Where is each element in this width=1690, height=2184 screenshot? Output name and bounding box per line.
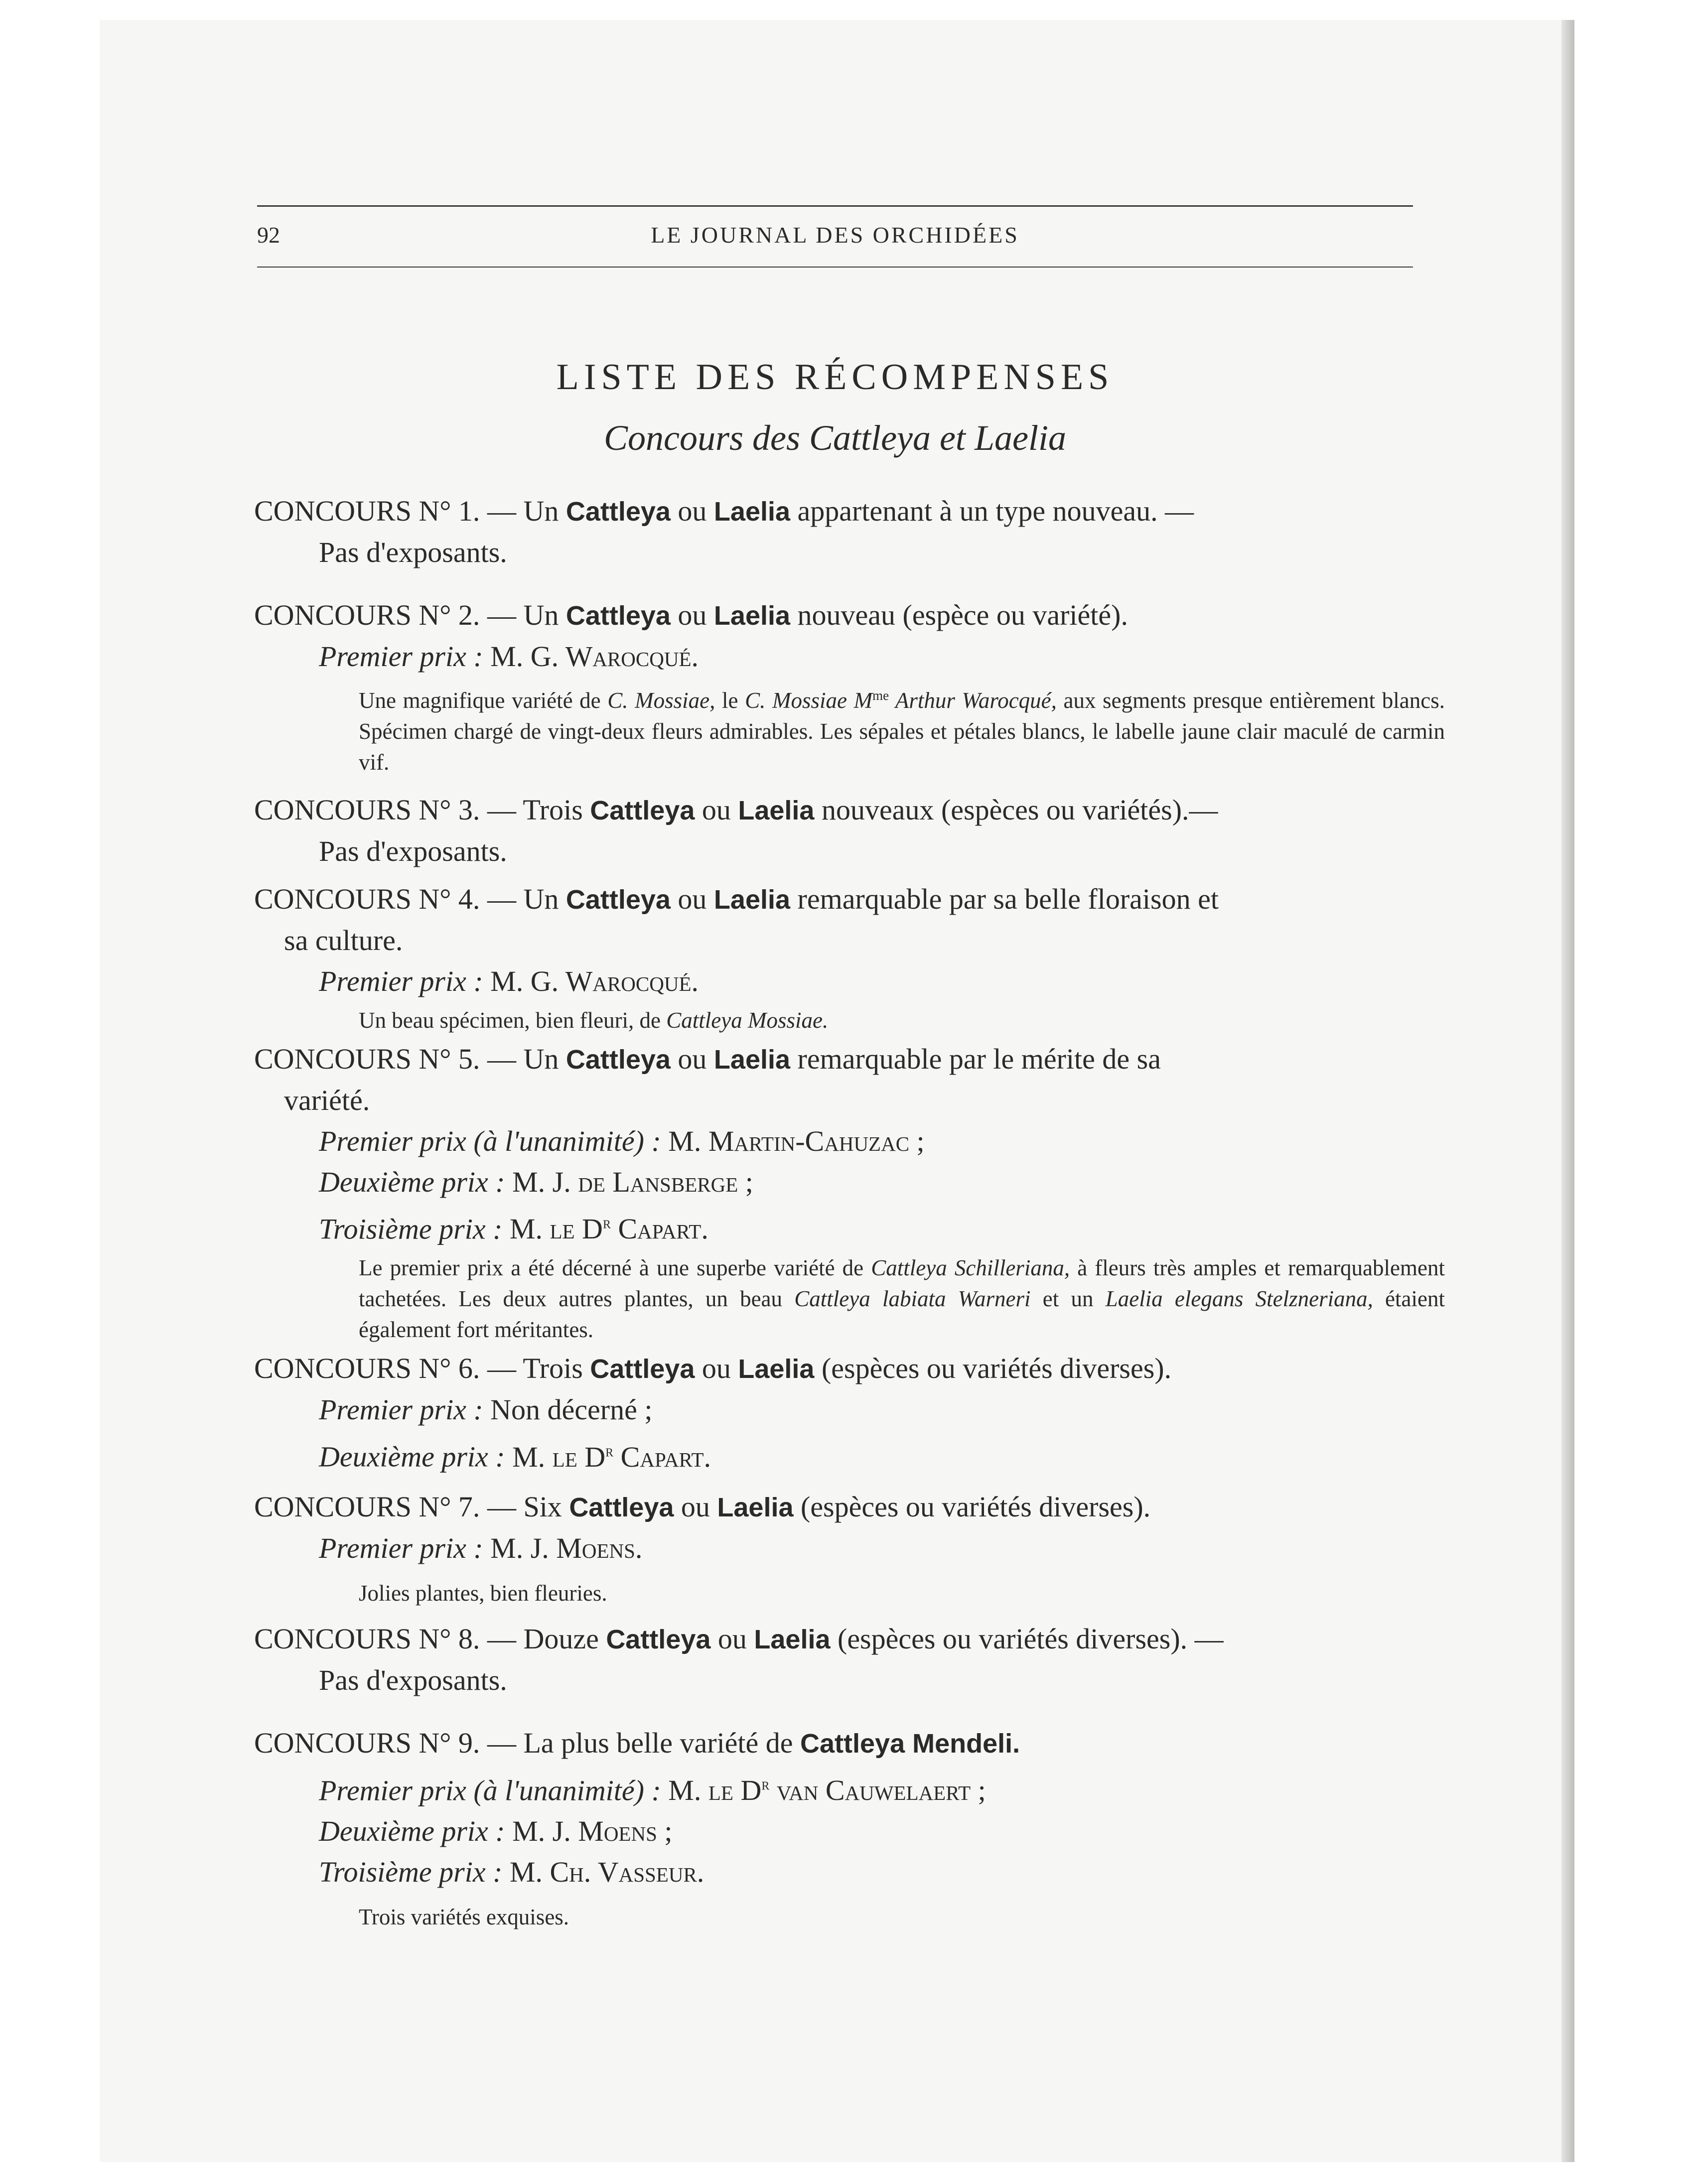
concours-entry-2: CONCOURS N° 2. — Un Cattleya ou Laelia nouveau (espèce ou variété). (254, 599, 1128, 631)
concours-label: CONCOURS N° 9. (254, 1726, 480, 1759)
jury-note: Une magnifique variété de C. Mossiae, le C. Mossiae $M^{me}$ Arthur Warocqué, aux segments presque entièrement blancs. Spécimen chargé de vingt-deux fleurs admirables. Les sépales et pétales blancs, le labelle jaune clair maculé de carmin vif. (359, 688, 1445, 775)
concours-entry-7: CONCOURS N° 7. — Six Cattleya ou Laelia (espèces ou variétés diverses). (254, 1490, 1151, 1523)
jury-note: Un beau spécimen, bien fleuri, de Cattleya Mossiae. (359, 1008, 829, 1033)
header-rule-bottom (257, 267, 1413, 268)
concours-entry-4: CONCOURS N° 4. — Un Cattleya ou Laelia remarquable par sa belle floraison et sa culture. (254, 879, 1445, 961)
concours-entry-1: CONCOURS N° 1. — Un Cattleya ou Laelia appartenant à un type nouveau. — Pas d'exposants. (254, 491, 1445, 573)
concours-continuation: Pas d'exposants. (319, 536, 507, 568)
concours-continuation: sa culture. (284, 924, 403, 956)
concours-entry-8: CONCOURS N° 8. — Douze Cattleya ou Laelia (espèces ou variétés diverses). — Pas d'exposants. (254, 1619, 1445, 1701)
prize-line: Premier prix : Non décerné ; (319, 1393, 653, 1426)
prize-winner: M. Martin-Cahuzac ; (668, 1125, 925, 1157)
prize-line: Troisième prix : M. le $D^r$ Capart. (319, 1213, 708, 1245)
page-number: 92 (257, 222, 280, 248)
concours-entry-9: CONCOURS N° 9. — La plus belle variété de Cattleya Mendeli. (254, 1726, 1020, 1759)
prize-winner: M. J. Moens. (490, 1531, 643, 1564)
genus-name: Cattleya (565, 885, 671, 915)
prize-line: Deuxième prix : M. J. de Lansberge ; (319, 1166, 753, 1198)
concours-continuation: variété. (284, 1084, 370, 1116)
concours-continuation: Pas d'exposants. (319, 1663, 507, 1696)
concours-label: CONCOURS N° 3. (254, 794, 480, 826)
prize-line: Deuxième prix : M. J. Moens ; (319, 1814, 673, 1847)
genus-name: Laelia (738, 796, 815, 825)
genus-name: Cattleya (565, 1045, 671, 1075)
concours-label: CONCOURS N° 7. (254, 1490, 480, 1523)
prize-line: Deuxième prix : M. le $D^r$ Capart. (319, 1440, 711, 1473)
genus-name: Cattleya (565, 497, 671, 527)
prize-line: Premier prix : M. G. Warocqué. (319, 965, 699, 997)
header-rule-top (257, 205, 1413, 207)
genus-name: Cattleya (565, 601, 671, 631)
concours-label: CONCOURS N° 8. (254, 1622, 480, 1655)
concours-entry-5: CONCOURS N° 5. — Un Cattleya ou Laelia remarquable par le mérite de sa variété. (254, 1039, 1445, 1121)
journal-title: LE JOURNAL DES ORCHIDÉES (651, 222, 1019, 248)
prize-winner: M. G. Warocqué. (490, 965, 699, 997)
genus-name: Laelia (713, 601, 791, 631)
concours-entry-3: CONCOURS N° 3. — Trois Cattleya ou Laelia nouveaux (espèces ou variétés).— Pas d'exposants. (254, 790, 1445, 872)
genus-name: Laelia (713, 497, 791, 527)
genus-name: Cattleya (590, 796, 695, 825)
running-header (257, 222, 1413, 257)
jury-note: Le premier prix a été décerné à une superbe variété de Cattleya Schilleriana, à fleurs très amples et remarquablement tachetées. Les deux autres plantes, un beau Cattleya labiata Warneri et un Laelia elegans Stelzneriana, étaient également fort méritantes. (359, 1255, 1445, 1343)
genus-name: Cattleya (569, 1492, 674, 1522)
concours-label: CONCOURS N° 5. (254, 1043, 480, 1075)
prize-winner: M. le $D^r$ Capart. (512, 1440, 711, 1473)
genus-name: Cattleya (590, 1354, 695, 1384)
prize-winner: M. J. Moens ; (512, 1814, 673, 1847)
prize-line: Premier prix (à l'unanimité) : M. Martin-Cahuzac ; (319, 1125, 925, 1157)
prize-winner: M. le $D^r$ van Cauwelaert ; (668, 1774, 986, 1806)
jury-note: Jolies plantes, bien fleuries. (359, 1580, 607, 1606)
prize-winner: M. le $D^r$ Capart. (509, 1213, 708, 1245)
page-title: LISTE DES RÉCOMPENSES (556, 357, 1114, 398)
prize-line: Premier prix : M. G. Warocqué. (319, 640, 699, 673)
concours-label: CONCOURS N° 6. (254, 1352, 480, 1385)
prize-winner: M. Ch. Vasseur. (509, 1855, 704, 1888)
genus-name: Cattleya Mendeli. (800, 1728, 1020, 1759)
concours-continuation: Pas d'exposants. (319, 835, 507, 867)
concours-label: CONCOURS N° 1. (254, 495, 480, 527)
concours-label: CONCOURS N° 2. (254, 599, 480, 631)
genus-name: Laelia (754, 1624, 831, 1654)
concours-label: CONCOURS N° 4. (254, 883, 480, 915)
section-subtitle: Concours des Cattleya et Laelia (604, 418, 1066, 458)
awards-list (254, 491, 1445, 1935)
concours-entry-6: CONCOURS N° 6. — Trois Cattleya ou Laelia (espèces ou variétés diverses). (254, 1352, 1172, 1385)
prize-line: Troisième prix : M. Ch. Vasseur. (319, 1855, 704, 1888)
prize-line: Premier prix : M. J. Moens. (319, 1531, 643, 1564)
prize-winner: M. J. de Lansberge ; (512, 1166, 753, 1198)
genus-name: Laelia (713, 885, 791, 915)
prize-line: Premier prix (à l'unanimité) : M. le $D^r$ van Cauwelaert ; (319, 1774, 986, 1806)
genus-name: Laelia (717, 1492, 794, 1522)
genus-name: Laelia (713, 1045, 791, 1075)
page-edge-shadow (1561, 20, 1574, 2162)
jury-note: Trois variétés exquises. (359, 1904, 569, 1929)
genus-name: Laelia (738, 1354, 815, 1384)
prize-winner: Non décerné ; (490, 1393, 653, 1426)
genus-name: Cattleya (606, 1624, 711, 1654)
prize-winner: M. G. Warocqué. (490, 640, 699, 673)
